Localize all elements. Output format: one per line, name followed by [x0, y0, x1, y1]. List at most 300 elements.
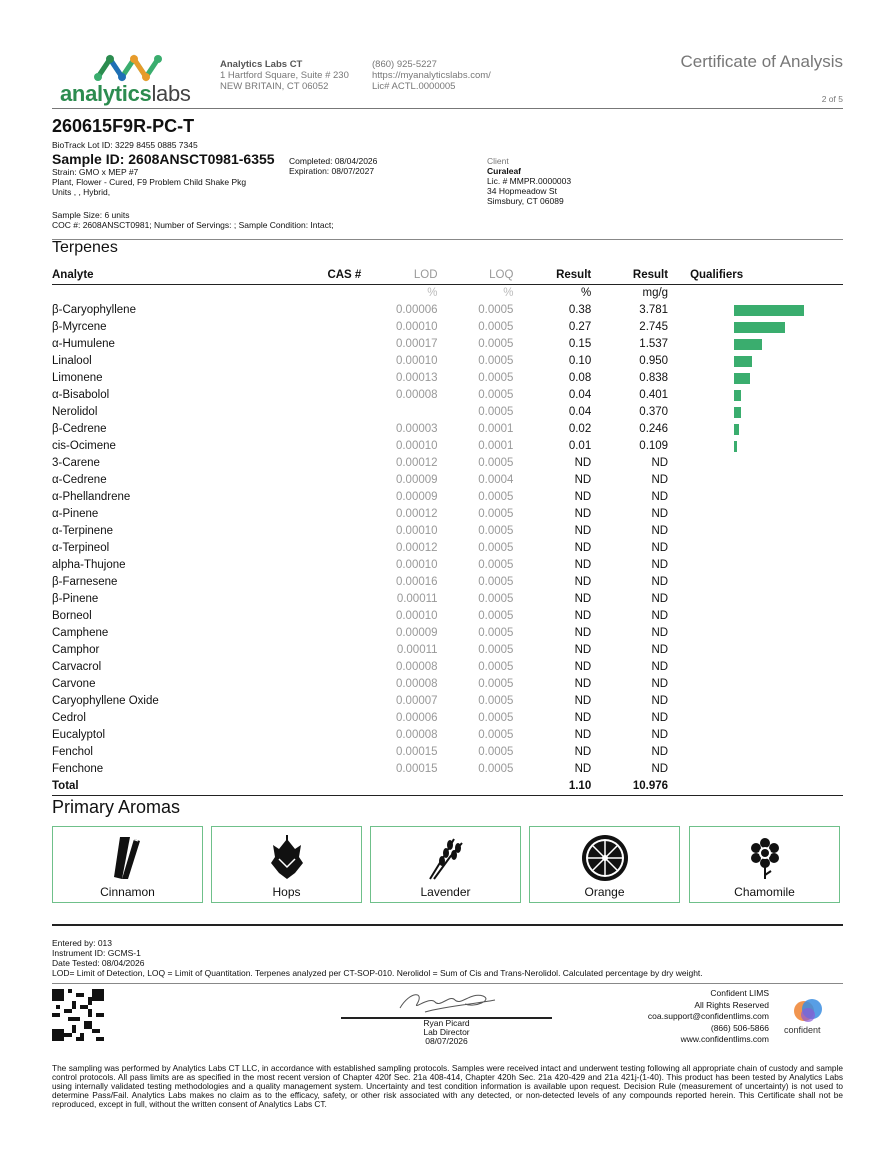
- qualifier-cell: [668, 761, 843, 778]
- total-label: Total: [52, 778, 314, 796]
- lab-phone: (860) 925-5227: [372, 59, 437, 70]
- completed-date: Completed: 08/04/2026: [289, 156, 378, 166]
- aroma-label: Orange: [584, 885, 625, 899]
- lod-value: 0.00008: [395, 678, 438, 690]
- lims-name: Confident LIMS: [710, 988, 769, 998]
- result-mg: ND: [651, 661, 669, 673]
- terpenes-table: [52, 267, 843, 796]
- client-label: Client: [487, 156, 509, 166]
- loq-value: 0.0005: [478, 406, 514, 418]
- qualifier-cell: [668, 693, 843, 710]
- aroma-cinnamon: [52, 826, 203, 903]
- lod-value: [361, 404, 437, 421]
- table-row: [52, 404, 843, 421]
- lod-value: 0.00017: [395, 338, 438, 350]
- terpenes-title: Terpenes: [52, 239, 118, 256]
- loq-value: 0.0005: [478, 389, 514, 401]
- result-pct: ND: [574, 457, 592, 469]
- result-mg: 0.370: [639, 406, 669, 418]
- client-license: Lic. # MMPR.0000003: [487, 176, 572, 186]
- lab-address-1: 1 Hartford Square, Suite # 230: [220, 70, 349, 81]
- lab-info: [220, 59, 349, 92]
- analyte-name: Linalool: [52, 355, 92, 367]
- qualifier-cell: [668, 744, 843, 761]
- result-pct: 0.04: [568, 389, 592, 401]
- cas-number: [314, 455, 361, 472]
- result-bar: [734, 322, 785, 333]
- result-bar: [734, 407, 741, 418]
- loq-value: 0.0005: [478, 610, 514, 622]
- table-row: [52, 421, 843, 438]
- sign-date: 08/07/2026: [425, 1036, 468, 1046]
- analyte-name: Camphene: [52, 627, 109, 639]
- result-mg: 2.745: [639, 321, 669, 333]
- loq-value: 0.0005: [478, 355, 514, 367]
- analyte-name: alpha-Thujone: [52, 559, 126, 571]
- result-mg: ND: [651, 457, 669, 469]
- result-mg: ND: [651, 559, 669, 571]
- analyte-name: α-Humulene: [52, 338, 115, 350]
- result-pct: ND: [574, 712, 592, 724]
- cas-number: [314, 642, 361, 659]
- cas-number: [314, 387, 361, 404]
- result-bar: [734, 424, 739, 435]
- footer-notes: [52, 938, 703, 978]
- cas-number: [314, 489, 361, 506]
- lod-value: 0.00007: [395, 695, 438, 707]
- result-bar: [734, 390, 741, 401]
- loq-value: 0.0001: [478, 440, 514, 452]
- table-row: [52, 455, 843, 472]
- table-row: [52, 387, 843, 404]
- table-row: [52, 574, 843, 591]
- coc-line: COC #: 2608ANSCT0981; Number of Servings: ; Sample Condition: Intact;: [52, 220, 334, 230]
- analyte-name: β-Cedrene: [52, 423, 107, 435]
- analyte-name: α-Pinene: [52, 508, 99, 520]
- cas-number: [314, 574, 361, 591]
- qualifier-cell: [668, 319, 843, 336]
- table-row: [52, 472, 843, 489]
- qualifier-cell: [668, 676, 843, 693]
- aroma-label: Chamomile: [734, 885, 795, 899]
- result-pct: 0.01: [568, 440, 592, 452]
- analyte-name: β-Farnesene: [52, 576, 118, 588]
- loq-value: 0.0005: [478, 763, 514, 775]
- analyte-name: α-Terpinene: [52, 525, 113, 537]
- page-number: 2 of 5: [821, 94, 843, 104]
- signature-image: [395, 986, 505, 1016]
- table-row: [52, 591, 843, 608]
- cas-number: [314, 676, 361, 693]
- aroma-chamomile: [689, 826, 840, 903]
- header-result-mg: Result: [591, 267, 668, 285]
- result-mg: ND: [651, 576, 669, 588]
- lod-value: 0.00008: [395, 729, 438, 741]
- result-mg: ND: [651, 746, 669, 758]
- loq-value: 0.0005: [478, 661, 514, 673]
- result-mg: ND: [651, 763, 669, 775]
- confident-logo-mark: [780, 998, 836, 1024]
- lod-value: 0.00010: [395, 610, 438, 622]
- loq-value: 0.0005: [478, 304, 514, 316]
- analyte-name: β-Caryophyllene: [52, 304, 136, 316]
- cas-number: [314, 472, 361, 489]
- qualifier-cell: [668, 727, 843, 744]
- sample-dates: [289, 156, 377, 176]
- cas-number: [314, 370, 361, 387]
- signer-block: [341, 1019, 552, 1046]
- confident-logo-text: confident: [784, 1025, 821, 1035]
- unit-result-mg: mg/g: [642, 287, 669, 299]
- lod-value: 0.00009: [395, 491, 438, 503]
- result-mg: ND: [651, 627, 669, 639]
- table-row: [52, 319, 843, 336]
- result-pct: ND: [574, 542, 592, 554]
- table-row: [52, 506, 843, 523]
- qualifier-cell: [668, 302, 843, 319]
- loq-value: 0.0005: [478, 457, 514, 469]
- loq-value: 0.0005: [478, 729, 514, 741]
- result-pct: 0.27: [568, 321, 592, 333]
- lod-value: 0.00015: [395, 763, 438, 775]
- table-row: [52, 659, 843, 676]
- qualifier-cell: [668, 387, 843, 404]
- header-loq: LOQ: [438, 267, 514, 285]
- result-pct: 0.10: [568, 355, 592, 367]
- lab-contact: [372, 59, 491, 92]
- table-row: [52, 642, 843, 659]
- analyte-name: β-Pinene: [52, 593, 99, 605]
- unit-result-pct: %: [581, 287, 592, 299]
- result-mg: 0.401: [639, 389, 669, 401]
- biotrack-id: BioTrack Lot ID: 3229 8455 0885 7345: [52, 140, 198, 150]
- result-pct: ND: [574, 576, 592, 588]
- analyte-name: Camphor: [52, 644, 100, 656]
- lod-value: 0.00012: [395, 508, 438, 520]
- hops-icon: [267, 833, 307, 883]
- result-mg: 3.781: [639, 304, 669, 316]
- loq-value: 0.0005: [478, 508, 514, 520]
- result-mg: ND: [651, 508, 669, 520]
- table-row: [52, 540, 843, 557]
- header-result-pct: Result: [513, 267, 591, 285]
- analyte-name: Borneol: [52, 610, 92, 622]
- lod-value: 0.00012: [395, 542, 438, 554]
- qualifier-cell: [668, 659, 843, 676]
- logo-text-labs: labs: [151, 81, 191, 106]
- result-mg: 0.109: [639, 440, 669, 452]
- header-cas: CAS #: [314, 267, 361, 285]
- loq-value: 0.0005: [478, 678, 514, 690]
- result-pct: ND: [574, 491, 592, 503]
- aroma-hops: [211, 826, 362, 903]
- analyte-name: α-Phellandrene: [52, 491, 131, 503]
- strain: Strain: GMO x MEP #7: [52, 167, 139, 177]
- loq-value: 0.0005: [478, 321, 514, 333]
- table-row: [52, 693, 843, 710]
- result-pct: ND: [574, 695, 592, 707]
- qualifier-cell: [668, 574, 843, 591]
- cinnamon-icon: [108, 833, 148, 883]
- result-pct: ND: [574, 610, 592, 622]
- result-bar: [734, 305, 804, 316]
- result-mg: ND: [651, 678, 669, 690]
- lod-value: 0.00011: [396, 593, 438, 605]
- total-mg: 10.976: [591, 778, 668, 796]
- instrument-id: Instrument ID: GCMS-1: [52, 948, 141, 958]
- cas-number: [314, 727, 361, 744]
- cas-number: [314, 625, 361, 642]
- aromas-title: Primary Aromas: [52, 797, 181, 817]
- lims-email[interactable]: coa.support@confidentlims.com: [647, 1011, 769, 1021]
- lod-value: 0.00010: [395, 525, 438, 537]
- result-mg: ND: [651, 695, 669, 707]
- result-bar: [734, 441, 737, 452]
- result-pct: ND: [574, 474, 592, 486]
- table-row: [52, 523, 843, 540]
- doc-title: Certificate of Analysis: [680, 52, 843, 71]
- aroma-label: Cinnamon: [100, 885, 155, 899]
- table-row: [52, 557, 843, 574]
- analyte-name: α-Cedrene: [52, 474, 107, 486]
- result-pct: ND: [574, 593, 592, 605]
- lod-value: 0.00009: [395, 474, 438, 486]
- lod-value: 0.00006: [395, 712, 438, 724]
- result-mg: ND: [651, 729, 669, 741]
- result-pct: ND: [574, 678, 592, 690]
- analyte-name: Carvone: [52, 678, 96, 690]
- cas-number: [314, 761, 361, 778]
- signer-name: Ryan Picard: [423, 1018, 470, 1028]
- lod-value: 0.00010: [395, 559, 438, 571]
- cas-number: [314, 506, 361, 523]
- cas-number: [314, 659, 361, 676]
- lod-value: 0.00006: [395, 304, 438, 316]
- method-note: LOD= Limit of Detection, LOQ = Limit of Quantitation. Terpenes analyzed per CT-SOP-010. Nerolidol = Sum of Cis and Trans-Nerolidol. Calculated percentage by dry weight.: [52, 968, 703, 978]
- result-mg: 0.246: [639, 423, 669, 435]
- footer-rule: [52, 983, 843, 984]
- orange-icon: [580, 833, 630, 883]
- analyte-name: α-Bisabolol: [52, 389, 110, 401]
- cas-number: [314, 744, 361, 761]
- lab-website[interactable]: https://myanalyticslabs.com/: [372, 70, 491, 81]
- table-row: [52, 336, 843, 353]
- cas-number: [314, 353, 361, 370]
- loq-value: 0.0005: [478, 712, 514, 724]
- qualifier-cell: [668, 370, 843, 387]
- cas-number: [314, 302, 361, 319]
- loq-value: 0.0005: [478, 559, 514, 571]
- expiration-date: Expiration: 08/07/2027: [289, 166, 375, 176]
- result-pct: 0.08: [568, 372, 592, 384]
- table-row: [52, 489, 843, 506]
- lod-value: 0.00013: [395, 372, 438, 384]
- lab-logo: [58, 50, 203, 108]
- lims-info: [648, 988, 769, 1046]
- result-mg: 0.950: [639, 355, 669, 367]
- result-mg: ND: [651, 644, 669, 656]
- lims-phone: (866) 506-5866: [710, 1022, 769, 1033]
- qualifier-cell: [668, 642, 843, 659]
- result-pct: ND: [574, 729, 592, 741]
- cas-number: [314, 693, 361, 710]
- qualifier-cell: [668, 438, 843, 455]
- analyte-name: Carvacrol: [52, 661, 102, 673]
- result-pct: 0.38: [568, 304, 592, 316]
- chamomile-icon: [745, 833, 785, 883]
- cas-number: [314, 710, 361, 727]
- qualifier-cell: [668, 710, 843, 727]
- analyte-name: 3-Carene: [52, 457, 100, 469]
- lod-value: 0.00010: [395, 321, 438, 333]
- result-pct: 0.15: [568, 338, 592, 350]
- result-pct: ND: [574, 559, 592, 571]
- unit-lod: %: [427, 287, 438, 299]
- analyte-name: Cedrol: [52, 712, 86, 724]
- cas-number: [314, 404, 361, 421]
- qualifier-cell: [668, 523, 843, 540]
- analyte-name: cis-Ocimene: [52, 440, 116, 452]
- client-address-1: 34 Hopmeadow St: [487, 186, 557, 196]
- sample-meta: [52, 210, 334, 230]
- table-row: [52, 370, 843, 387]
- header-qualifiers: Qualifiers: [668, 267, 843, 285]
- qualifier-cell: [668, 353, 843, 370]
- qualifier-cell: [668, 591, 843, 608]
- table-row: [52, 302, 843, 319]
- loq-value: 0.0001: [478, 423, 514, 435]
- confident-logo: [780, 998, 836, 1038]
- qualifier-cell: [668, 489, 843, 506]
- aroma-label: Hops: [272, 885, 301, 899]
- lavender-icon: [424, 833, 468, 883]
- table-row: [52, 353, 843, 370]
- entered-by: Entered by: 013: [52, 938, 113, 948]
- lab-address-2: NEW BRITAIN, CT 06052: [220, 81, 329, 92]
- loq-value: 0.0005: [478, 644, 514, 656]
- sample-code: 260615F9R-PC-T: [52, 116, 195, 136]
- table-row: [52, 744, 843, 761]
- client-address-2: Simsbury, CT 06089: [487, 196, 564, 206]
- aroma-bottom-rule: [52, 924, 843, 926]
- table-header-row: [52, 267, 843, 285]
- section-rule: [52, 239, 843, 240]
- qualifier-cell: [668, 472, 843, 489]
- result-bar: [734, 373, 750, 384]
- lab-license: Lic# ACTL.0000005: [372, 81, 456, 92]
- result-bar: [734, 356, 752, 367]
- result-pct: ND: [574, 627, 592, 639]
- result-pct: ND: [574, 661, 592, 673]
- analyte-name: β-Myrcene: [52, 321, 107, 333]
- cas-number: [314, 438, 361, 455]
- logo-text-analytics: analytics: [60, 81, 152, 106]
- qualifier-cell: [668, 540, 843, 557]
- cas-number: [314, 608, 361, 625]
- result-mg: ND: [651, 610, 669, 622]
- loq-value: 0.0004: [478, 474, 514, 486]
- units-row: [52, 285, 843, 303]
- loq-value: 0.0005: [478, 576, 514, 588]
- lod-value: 0.00015: [395, 746, 438, 758]
- client-info: [487, 156, 571, 206]
- analyte-name: Nerolidol: [52, 406, 98, 418]
- analyte-name: Eucalyptol: [52, 729, 106, 741]
- result-mg: ND: [651, 542, 669, 554]
- qualifier-cell: [668, 557, 843, 574]
- total-row: [52, 778, 843, 796]
- analyte-name: Limonene: [52, 372, 103, 384]
- lod-value: 0.00008: [395, 661, 438, 673]
- result-mg: 1.537: [639, 338, 669, 350]
- result-pct: ND: [574, 525, 592, 537]
- qualifier-cell: [668, 608, 843, 625]
- result-pct: ND: [574, 508, 592, 520]
- unit-loq: %: [503, 287, 514, 299]
- table-row: [52, 761, 843, 778]
- lod-value: 0.00003: [395, 423, 438, 435]
- cas-number: [314, 336, 361, 353]
- lod-value: 0.00010: [395, 355, 438, 367]
- cas-number: [314, 557, 361, 574]
- lod-value: 0.00012: [395, 457, 438, 469]
- table-row: [52, 608, 843, 625]
- lod-value: 0.00008: [395, 389, 438, 401]
- units: Units , , Hybrid,: [52, 187, 111, 197]
- loq-value: 0.0005: [478, 746, 514, 758]
- result-pct: 0.04: [568, 406, 592, 418]
- loq-value: 0.0005: [478, 542, 514, 554]
- qualifier-cell: [668, 336, 843, 353]
- signer-title: Lab Director: [423, 1027, 470, 1037]
- result-pct: ND: [574, 763, 592, 775]
- table-row: [52, 625, 843, 642]
- loq-value: 0.0005: [478, 372, 514, 384]
- result-bar: [734, 339, 762, 350]
- result-mg: ND: [651, 593, 669, 605]
- lod-value: 0.00011: [396, 644, 438, 656]
- analyte-name: α-Terpineol: [52, 542, 110, 554]
- aroma-lavender: [370, 826, 521, 903]
- result-mg: ND: [651, 525, 669, 537]
- qr-code-icon[interactable]: [52, 989, 104, 1041]
- result-mg: 0.838: [639, 372, 669, 384]
- result-mg: ND: [651, 712, 669, 724]
- sample-size: Sample Size: 6 units: [52, 210, 130, 220]
- qualifier-cell: [668, 506, 843, 523]
- date-tested: Date Tested: 08/04/2026: [52, 958, 145, 968]
- cas-number: [314, 591, 361, 608]
- header-rule: [52, 108, 843, 109]
- cas-number: [314, 319, 361, 336]
- table-row: [52, 438, 843, 455]
- loq-value: 0.0005: [478, 593, 514, 605]
- qualifier-cell: [668, 625, 843, 642]
- analyte-name: Caryophyllene Oxide: [52, 695, 159, 707]
- matrix: Plant, Flower - Cured, F9 Problem Child Shake Pkg: [52, 177, 247, 187]
- table-row: [52, 676, 843, 693]
- lod-value: 0.00009: [395, 627, 438, 639]
- cas-number: [314, 523, 361, 540]
- cas-number: [314, 540, 361, 557]
- loq-value: 0.0005: [478, 525, 514, 537]
- header-analyte: Analyte: [52, 267, 314, 285]
- analyte-name: Fenchol: [52, 746, 93, 758]
- total-pct: 1.10: [513, 778, 591, 796]
- sample-id: Sample ID: 2608ANSCT0981-6355: [52, 151, 275, 167]
- loq-value: 0.0005: [478, 491, 514, 503]
- lims-website[interactable]: www.confidentlims.com: [680, 1034, 769, 1044]
